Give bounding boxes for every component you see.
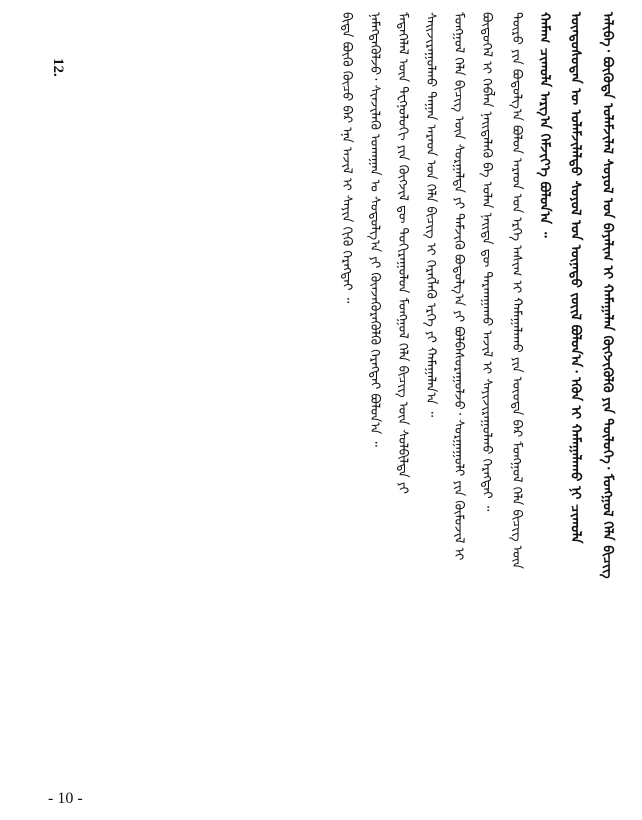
text-column: ᠮᠡᠳᠡᠭᠡᠯᠡᠯ ᠦᠨ ᠲᠧᠭᠨᠣᠯᠣᠭᠢ ᠶᠢᠨ ᠬᠥᠭᠵᠢᠯ ᠳᠦ ᠲᠣᠬᠢᠷᠠᠭᠤᠯᠤᠨ ᠮᠣᠩᠭᠣᠯ ᠬᠡᠯᠡ ᠪᠢᠴᠢᠭ ᠦᠨ ᠰᠤᠯᠪᠢᠯᠲᠠ ᠶᠢ [395,12,410,494]
section-number: 12. [50,58,66,77]
text-column: ᠪᠦᠲᠦᠭᠡᠯ ᠢ ᠬᠡᠪᠯᠡᠨ ᠨᠡᠢᠲᠡᠯᠡᠬᠦ ᠪᠠ ᠣᠯᠠᠨ ᠨᠡᠢᠲᠡ ᠳᠦ ᠲᠠᠷᠬᠠᠭᠠᠬᠤ ᠠᠵᠢᠯ ᠢ ᠰᠠᠶᠢᠵᠢᠷᠠᠭᠤᠯᠬᠤ ᠬᠡᠷᠡᠭᠲᠡᠶ ᠃ [479,12,494,512]
text-column: ᠲᠥᠷᠥ ᠶᠢᠨ ᠪᠣᠳᠤᠯᠭ᠎ᠠ ᠪᠣᠯᠤᠨ ᠠᠷᠠᠳ ᠤᠨ ᠡᠷᠬᠡ ᠠᠰᠢᠭ ᠢ ᠬᠠᠮᠠᠭᠠᠯᠠᠬᠤ ᠶᠢᠨ ᠦᠦᠳᠡ ᠪᠡᠷ ᠮᠣᠩᠭᠣᠯ ᠬᠡᠯᠡ ᠪᠢᠴᠢᠭ ᠦᠨ [509,12,524,569]
text-column: ᠦᠨᠳᠦᠰᠦᠲᠡᠨ ᠦ ᠤᠯᠠᠮᠵᠢᠯᠠᠯᠲᠤ ᠰᠤᠶᠤᠯ ᠤᠨ ᠦᠨᠡᠲᠦ ᠵᠦᠢᠯ ᠪᠣᠯᠤᠨ᠎ᠠ᠂ ᠡᠭᠦᠨ ᠢ ᠬᠠᠮᠠᠭᠠᠯᠠᠬᠤ ᠨᠢ ᠴᠢᠬᠤᠯᠠ [567,12,584,544]
text-column: ᠪᠢᠳᠡ ᠪᠦᠬᠦ ᠬᠦᠴᠦ ᠪᠡᠷ ᠡᠨᠡ ᠠᠵᠢᠯ ᠢ ᠰᠠᠶᠢᠨ ᠬᠢᠬᠦ ᠬᠡᠷᠡᠭᠲᠡᠶ ᠃ [339,12,354,304]
text-column: ᠮᠣᠩᠭᠣᠯ ᠬᠡᠯᠡ ᠪᠢᠴᠢᠭ ᠦᠨ ᠰᠤᠷᠭᠠᠯᠲᠠ ᠶᠢ ᠳᠡᠮᠵᠢᠬᠦ ᠪᠣᠳᠤᠯᠭ᠎ᠠ ᠶᠢ ᠪᠣᠯᠪᠠᠰᠤᠷᠠᠭᠤᠯᠵᠤ᠂ ᠰᠤᠷᠭᠠᠭᠤᠯᠢ ᠶᠢᠨ ᠬᠦᠮᠦᠵᠢᠯ ᠢ [451,12,466,561]
page-number: - 10 - [48,790,83,807]
text-column: ᠰᠠᠢᠵᠢᠷᠠᠭᠤᠯᠬᠤ ᠳᠠᠭᠠᠨ ᠠᠷᠠᠳ ᠤᠨ ᠬᠡᠯᠡ ᠪᠢᠴᠢᠭ ᠢ ᠬᠡᠷᠡᠭᠯᠡᠬᠦ ᠡᠷᠬᠡ ᠶᠢ ᠬᠠᠮᠠᠭᠠᠯᠠᠨ᠎ᠠ ᠃ [423,12,438,418]
text-column: ᠨᠡᠮᠡᠭᠳᠡᠭᠦᠯᠵᠦ᠂ ᠰᠢᠨᠵᠢᠯᠡᠬᠦ ᠤᠬᠠᠭᠠᠨ ᠤ ᠰᠤᠳᠤᠯᠭ᠎ᠠ ᠶᠢ ᠭᠦᠨᠵᠡᠭᠦᠷᠡᠭᠦᠯᠬᠦ ᠬᠡᠷᠡᠭᠲᠡᠶ ᠪᠣᠯᠤᠨ᠎ᠠ ᠃ [367,12,382,447]
text-column: ᠠᠯᠢᠪᠠ᠂ ᠪᠦᠭᠦᠳᠡ ᠤᠯᠠᠮᠵᠢᠯᠠᠯ ᠰᠤᠶᠤᠯ ᠤᠨ ᠪᠠᠶᠠᠯᠢᠭ ᠢ ᠬᠠᠮᠠᠭᠠᠯᠠᠨ ᠬᠥᠭᠵᠢᠭᠦᠯᠬᠦ ᠶᠢᠨ ᠲᠥᠯᠥᠭᠡ᠂ ᠮᠣᠩᠭᠣᠯ ᠬᠡᠯᠡ ᠪᠢᠴᠢᠭ [599,12,616,579]
text-column: ᠬᠠᠮᠠᠭ ᠴᠢᠬᠤᠯᠠ ᠠᠷᠭ᠎ᠠ ᠬᠡᠮᠵᠢᠶ᠎ᠡ ᠪᠣᠯᠤᠨ᠎ᠠ ᠃ [536,12,553,238]
